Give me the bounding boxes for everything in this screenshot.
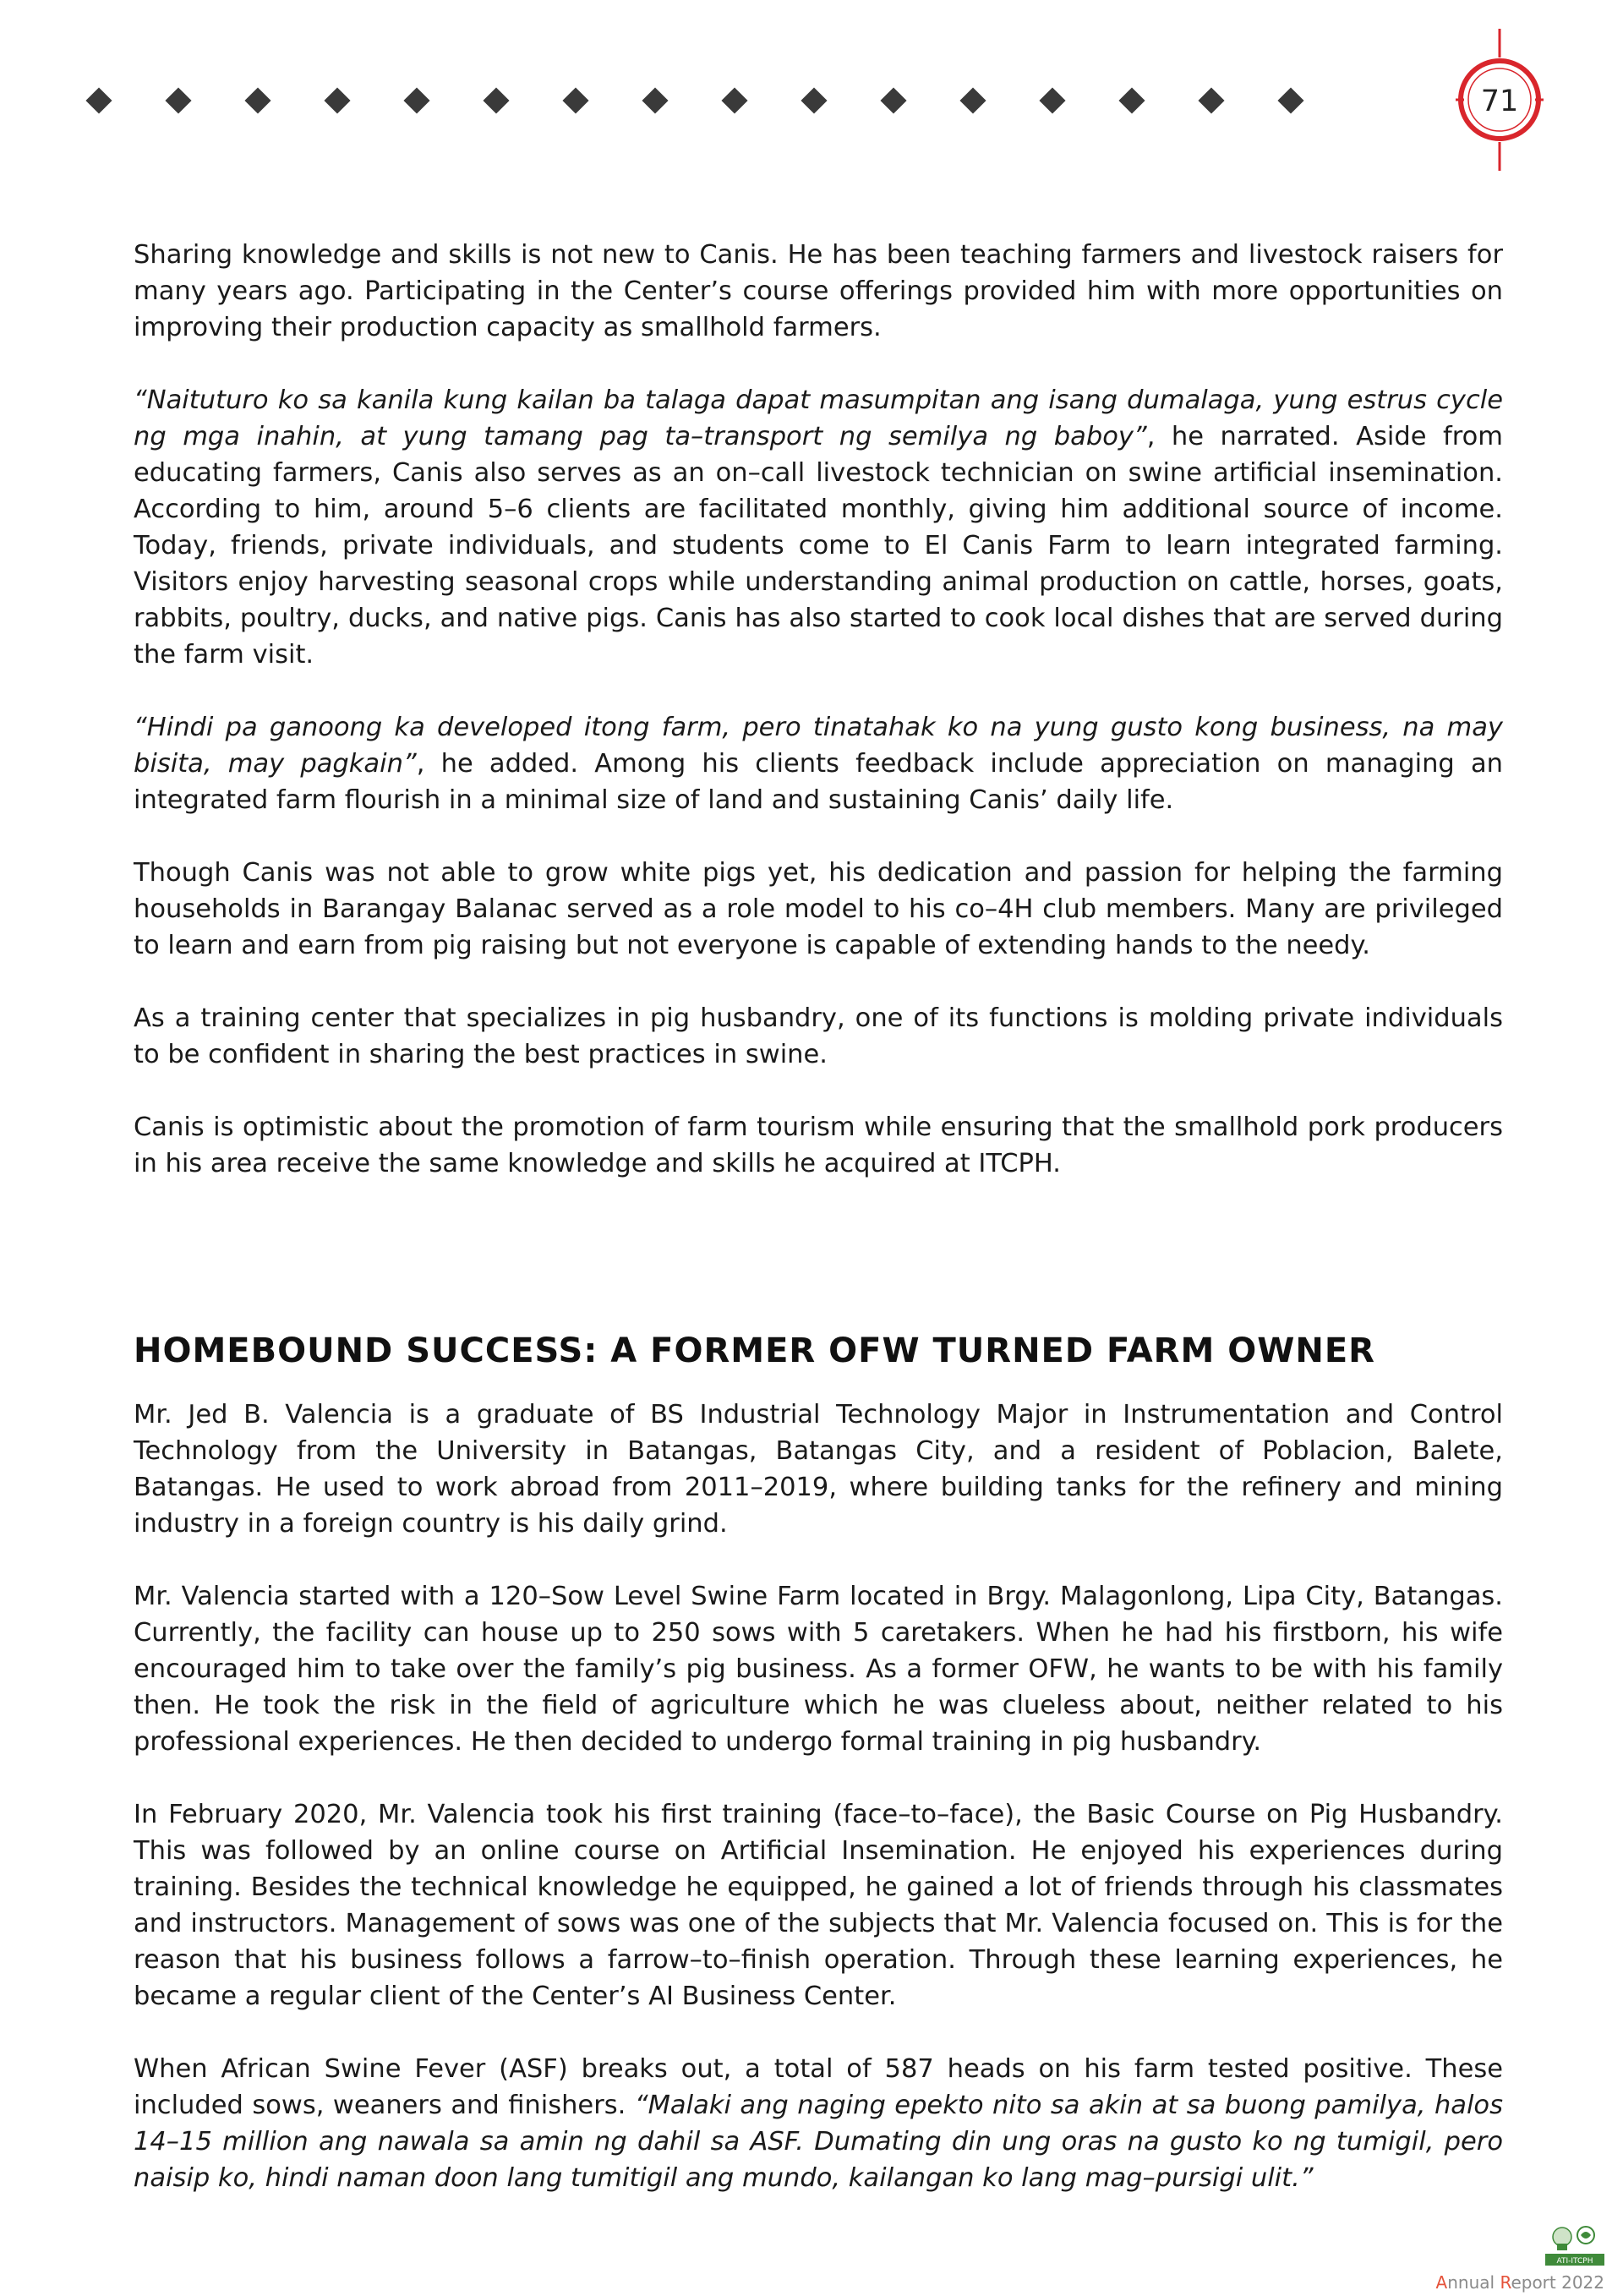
footer-text-report: eport 2022 [1511, 2272, 1604, 2293]
diamond-icon [959, 87, 986, 113]
paragraph-text: Canis is optimistic about the promotion of farm tourism while ensuring that the smallhold pork producers in his area receive the same knowledge and skills he acquired at ITCPH. [134, 1112, 1503, 1178]
paragraph-text: When African Swine Fever (ASF) breaks out, a total of 587 heads on his farm tested positive. These included sows, weaners and finishers. [134, 2054, 1503, 2120]
diamond-icon [244, 87, 270, 113]
diamond-icon [880, 87, 906, 113]
paragraph-text: As a training center that specializes in pig husbandry, one of its functions is molding private individuals to be confident in sharing the best practices in swine. [134, 1003, 1503, 1069]
quote-text: “Hindi pa ganoong ka developed itong farm, pero tinatahak ko na yung gusto kong business, na may bisita, may pagkain” [134, 713, 1503, 779]
body-paragraph [134, 2051, 1503, 2196]
body-paragraph [134, 709, 1503, 818]
paragraph-text: In February 2020, Mr. Valencia took his first training (face–to–face), the Basic Course on Pig Husbandry. This was followed by an online course on Artificial Insemination. He enjoyed his experiences during training. Besides the technical knowledge he equipped, he gained a lot of friends through his classmates and instructors. Management of sows was one of the subjects that Mr. Valencia focused on. This is for the reason that his business follows a farrow–to–finish operation. Through these learning experiences, he became a regular client of the Center’s AI Business Center. [134, 1800, 1503, 2011]
logo-text: ATI-ITCPH [1556, 2257, 1593, 2266]
diamond-icon [324, 87, 350, 113]
body-paragraph [134, 1578, 1503, 1760]
diamond-icon [165, 87, 191, 113]
diamond-icon [1118, 87, 1145, 113]
body-paragraph [134, 1397, 1503, 1542]
page-number-badge [1456, 29, 1544, 171]
ati-itcph-logo [1544, 2225, 1606, 2267]
diamond-icon [1277, 87, 1303, 113]
paragraph-text: , he narrated. Aside from educating farmers, Canis also serves as an on–call livestock technician on swine artificial insemination. According to him, around 5–6 clients are facilitated monthly, giving him additional source of income. Today, friends, private individuals, and students come to El Canis Farm to learn integrated farming. Visitors enjoy harvesting seasonal crops while understanding animal production on cattle, horses, goats, rabbits, poultry, ducks, and native pigs. Canis has also started to cook local dishes that are served during the farm visit. [134, 422, 1503, 670]
footer-accent-r: R [1500, 2272, 1511, 2293]
body-paragraph [134, 237, 1503, 346]
diamond-icon [642, 87, 668, 113]
diamond-icon [801, 87, 827, 113]
diamond-icon [1198, 87, 1224, 113]
body-paragraph [134, 855, 1503, 964]
paragraph-text: Sharing knowledge and skills is not new to Canis. He has been teaching farmers and livestock raisers for many years ago. Participating in the Center’s course offerings provided him with more opportunities on improving their production capacity as smallhold farmers. [134, 240, 1503, 342]
body-paragraph [134, 1109, 1503, 1182]
paragraph-text: Though Canis was not able to grow white pigs yet, his dedication and passion for helping the farming households in Barangay Balanac served as a role model to his co–4H club members. Many are privileged to learn and earn from pig raising but not everyone is capable of extending hands to the needy. [134, 858, 1503, 960]
paragraph-text: Mr. Valencia started with a 120–Sow Level Swine Farm located in Brgy. Malagonlong, Lipa City, Batangas. Currently, the facility can house up to 250 sows with 5 caretakers. When he had his firstborn, his wife encouraged him to take over the family’s pig business. As a former OFW, he wants to be with his family then. He took the risk in the field of agriculture which he was clueless about, neither related to his professional experiences. He then decided to undergo formal training in pig husbandry. [134, 1582, 1503, 1757]
footer-text-annual: nnual [1447, 2272, 1500, 2293]
body-paragraph [134, 1796, 1503, 2014]
page-number: 71 [1480, 85, 1519, 118]
article-section-canis [134, 237, 1503, 1218]
diamond-icon [483, 87, 509, 113]
paragraph-text: , he added. Among his clients feedback include appreciation on managing an integrated farm flourish in a minimal size of land and sustaining Canis’ daily life. [134, 749, 1503, 815]
diamond-icon [403, 87, 429, 113]
section-body [134, 1397, 1503, 2196]
diamond-icon [1039, 87, 1065, 113]
diamond-icon [721, 87, 747, 113]
section-heading: HOMEBOUND SUCCESS: A FORMER OFW TURNED FARM OWNER [134, 1331, 1375, 1370]
diamond-icon [562, 87, 588, 113]
body-paragraph [134, 382, 1503, 673]
decorative-diamond-row [90, 91, 1307, 112]
diamond-icon [85, 87, 112, 113]
quote-text: “Naituturo ko sa kanila kung kailan ba talaga dapat masumpitan ang isang dumalaga, yung estrus cycle ng mga inahin, at yung tamang pag ta–transport ng semilya ng baboy” [134, 385, 1503, 451]
paragraph-text: Mr. Jed B. Valencia is a graduate of BS Industrial Technology Major in Instrumentation and Control Technology from the University in Batangas, Batangas City, and a resident of Poblacion, Balete, Batangas. He used to work abroad from 2011–2019, where building tanks for the refinery and mining industry in a foreign country is his daily grind. [134, 1400, 1503, 1539]
quote-text: “Malaki ang naging epekto nito sa akin at sa buong pamilya, halos 14–15 million ang nawala sa amin ng dahil sa ASF. Dumating din ung oras na gusto ko ng tumigil, pero naisip ko, hindi naman doon lang tumitigil ang mundo, kailangan ko lang mag–pursigi ulit.” [134, 2091, 1503, 2193]
body-paragraph [134, 1000, 1503, 1073]
article-section-valencia [134, 1329, 1503, 2233]
footer-report-title [1436, 2272, 1604, 2293]
footer-accent-a: A [1435, 2272, 1448, 2293]
